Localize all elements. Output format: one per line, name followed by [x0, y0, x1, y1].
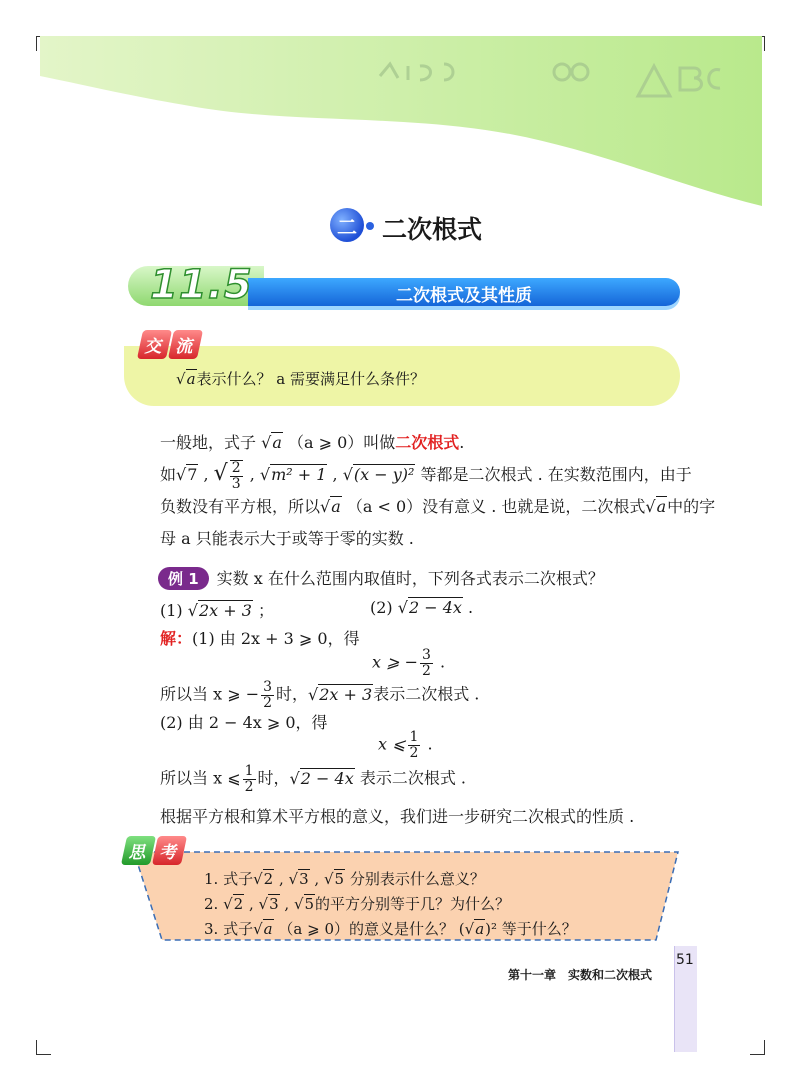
solution-step-1 — [160, 626, 360, 649]
exchange-question-text: 表示什么？ a 需要满足什么条件？ — [196, 370, 425, 388]
sqrt-a: √a — [320, 497, 341, 516]
exchange-question — [176, 368, 425, 389]
solution-conclusion-2: 所以当 x ⩽ $\frac{1}{2}$ 时，√2 − 4x 表示二次根式 . — [160, 763, 466, 795]
part-1-label: (1) — [160, 601, 183, 620]
def-text-a: 一般地，式子 — [160, 433, 257, 452]
result-1: x ⩾ − $\frac{3}{2}$ . — [372, 647, 446, 679]
sqrt-3: √3 — [288, 870, 309, 888]
conclusion-1-c: 表示二次根式 . — [373, 684, 480, 704]
exchange-badge — [140, 330, 200, 359]
paragraph-conclusion: 母 a 只能表示大于或等于零的实数 . — [160, 529, 414, 548]
chapter-footer: 第十一章 实数和二次根式 — [508, 968, 653, 982]
term-quadratic-radical: 二次根式 — [395, 433, 460, 452]
sqrt-a: √a — [253, 920, 273, 938]
example-question — [158, 566, 604, 590]
examples-text: 等都是二次根式 . 在实数范围内，由于 — [420, 465, 692, 485]
q3-b: （a ⩾ 0）的意义是什么？ — [278, 920, 454, 938]
sqrt-3: √3 — [258, 895, 279, 913]
think-question-1: 1. 式子√2 , √3 , √5 分别表示什么意义？ — [204, 870, 485, 888]
examples-lead: 如 — [160, 465, 177, 485]
sqrt-a: √a — [261, 433, 282, 452]
sqrt-5: √5 — [293, 895, 315, 913]
exchange-badge-char-2: 流 — [168, 330, 203, 359]
decorative-dot — [366, 222, 374, 230]
lesson-number: 11.5 — [150, 262, 253, 308]
think-badge-char-2: 考 — [152, 836, 187, 865]
paragraph-explanation — [160, 494, 715, 517]
q3-c: 等于什么？ — [501, 920, 577, 938]
page-number: 51 — [676, 952, 694, 968]
result-1-numerator: 3 — [422, 647, 431, 663]
example-part-1: (1) √2x + 3 ； — [160, 601, 275, 620]
explanation-c: 中的字 — [667, 497, 716, 516]
section-number-badge: 二 — [330, 208, 364, 242]
sqrt-2x-plus-3: √2x + 3 — [187, 601, 252, 620]
q2-a: 2. — [204, 895, 219, 913]
result-1-denominator: 2 — [422, 662, 431, 679]
example-question-text: 实数 x 在什么范围内取值时，下列各式表示二次根式？ — [216, 569, 604, 588]
def-condition: （a ⩾ 0）叫做 — [287, 433, 396, 452]
solution-conclusion-1: 所以当 x ⩾ − $\frac{3}{2}$ 时，√2x + 3表示二次根式 . — [160, 679, 480, 711]
crop-mark-bottom-left — [36, 1040, 51, 1055]
sqrt-x-minus-y-squared: √(x − y)² — [342, 465, 415, 485]
q3-a: 3. 式子 — [204, 920, 254, 938]
lesson-title: 二次根式及其性质 — [396, 286, 532, 306]
crop-mark-bottom-right — [750, 1040, 765, 1055]
conclusion-2-b: 时， — [257, 768, 290, 788]
sqrt-m2-plus-1: √m² + 1 — [259, 465, 327, 485]
sqrt-5: √5 — [323, 870, 345, 888]
explanation-a: 负数没有平方根，所以 — [160, 497, 321, 516]
q2-b: 的平方分别等于几？为什么？ — [315, 895, 511, 913]
result-2: x ⩽ $\frac{1}{2}$ . — [378, 729, 433, 761]
def-end: . — [459, 433, 465, 452]
sqrt-2x-plus-3: √2x + 3 — [308, 684, 373, 704]
result-2-numerator: 1 — [409, 729, 419, 745]
conclusion-1-a: 所以当 x ⩾ − — [160, 684, 260, 704]
think-badge — [124, 836, 184, 865]
sqrt-two-thirds: √ $\frac{2}{3}$ — [213, 460, 241, 492]
solution-step-2: (2) 由 2 − 4x ⩾ 0，得 — [160, 713, 328, 732]
exchange-badge-char-1: 交 — [137, 330, 172, 359]
think-question-2: 2. √2 , √3 , √5的平方分别等于几？为什么？ — [204, 895, 511, 913]
sqrt-2-minus-4x: √2 − 4x — [289, 768, 354, 788]
part-2-label: (2) — [370, 598, 393, 617]
conclusion-2-c: 表示二次根式 . — [359, 768, 466, 788]
example-part-2: (2) √2 − 4x . — [370, 598, 474, 617]
section-title: 二次根式 — [382, 215, 483, 244]
conclusion-1-b: 时， — [276, 684, 309, 704]
sqrt-a-squared: (√a)² — [458, 920, 498, 938]
transition-sentence: 根据平方根和算术平方根的意义，我们进一步研究二次根式的性质 . — [160, 807, 635, 826]
q1-a: 1. 式子 — [204, 870, 254, 888]
example-badge: 例 1 — [158, 567, 209, 590]
result-2-denominator: 2 — [409, 744, 419, 761]
conclusion-2-a: 所以当 x ⩽ — [160, 768, 241, 788]
q1-b: 分别表示什么意义？ — [349, 870, 485, 888]
sqrt-2: √2 — [253, 870, 274, 888]
solution-1-text: (1) 由 2x + 3 ⩾ 0，得 — [192, 629, 360, 648]
sqrt-2-minus-4x: √2 − 4x — [397, 598, 462, 617]
sqrt-2: √2 — [223, 895, 244, 913]
paragraph-examples: 如√7 , √ $\frac{2}{3}$ , √m² + 1 , √(x − y)² 等都是二次根式 . 在实数范围内，由于 — [160, 460, 692, 492]
paragraph-definition — [160, 430, 464, 453]
sqrt-a: √a — [176, 370, 196, 388]
result-2-lhs: x ⩽ — [378, 734, 406, 754]
solution-label: 解： — [160, 629, 193, 648]
think-badge-char-1: 思 — [121, 836, 156, 865]
result-1-lhs: x ⩾ − — [372, 652, 419, 672]
think-question-3 — [204, 918, 577, 939]
sqrt-7: √7 — [176, 465, 198, 485]
explanation-b: （a < 0）没有意义 . 也就是说，二次根式 — [346, 497, 646, 516]
sqrt-a: √a — [645, 497, 667, 516]
